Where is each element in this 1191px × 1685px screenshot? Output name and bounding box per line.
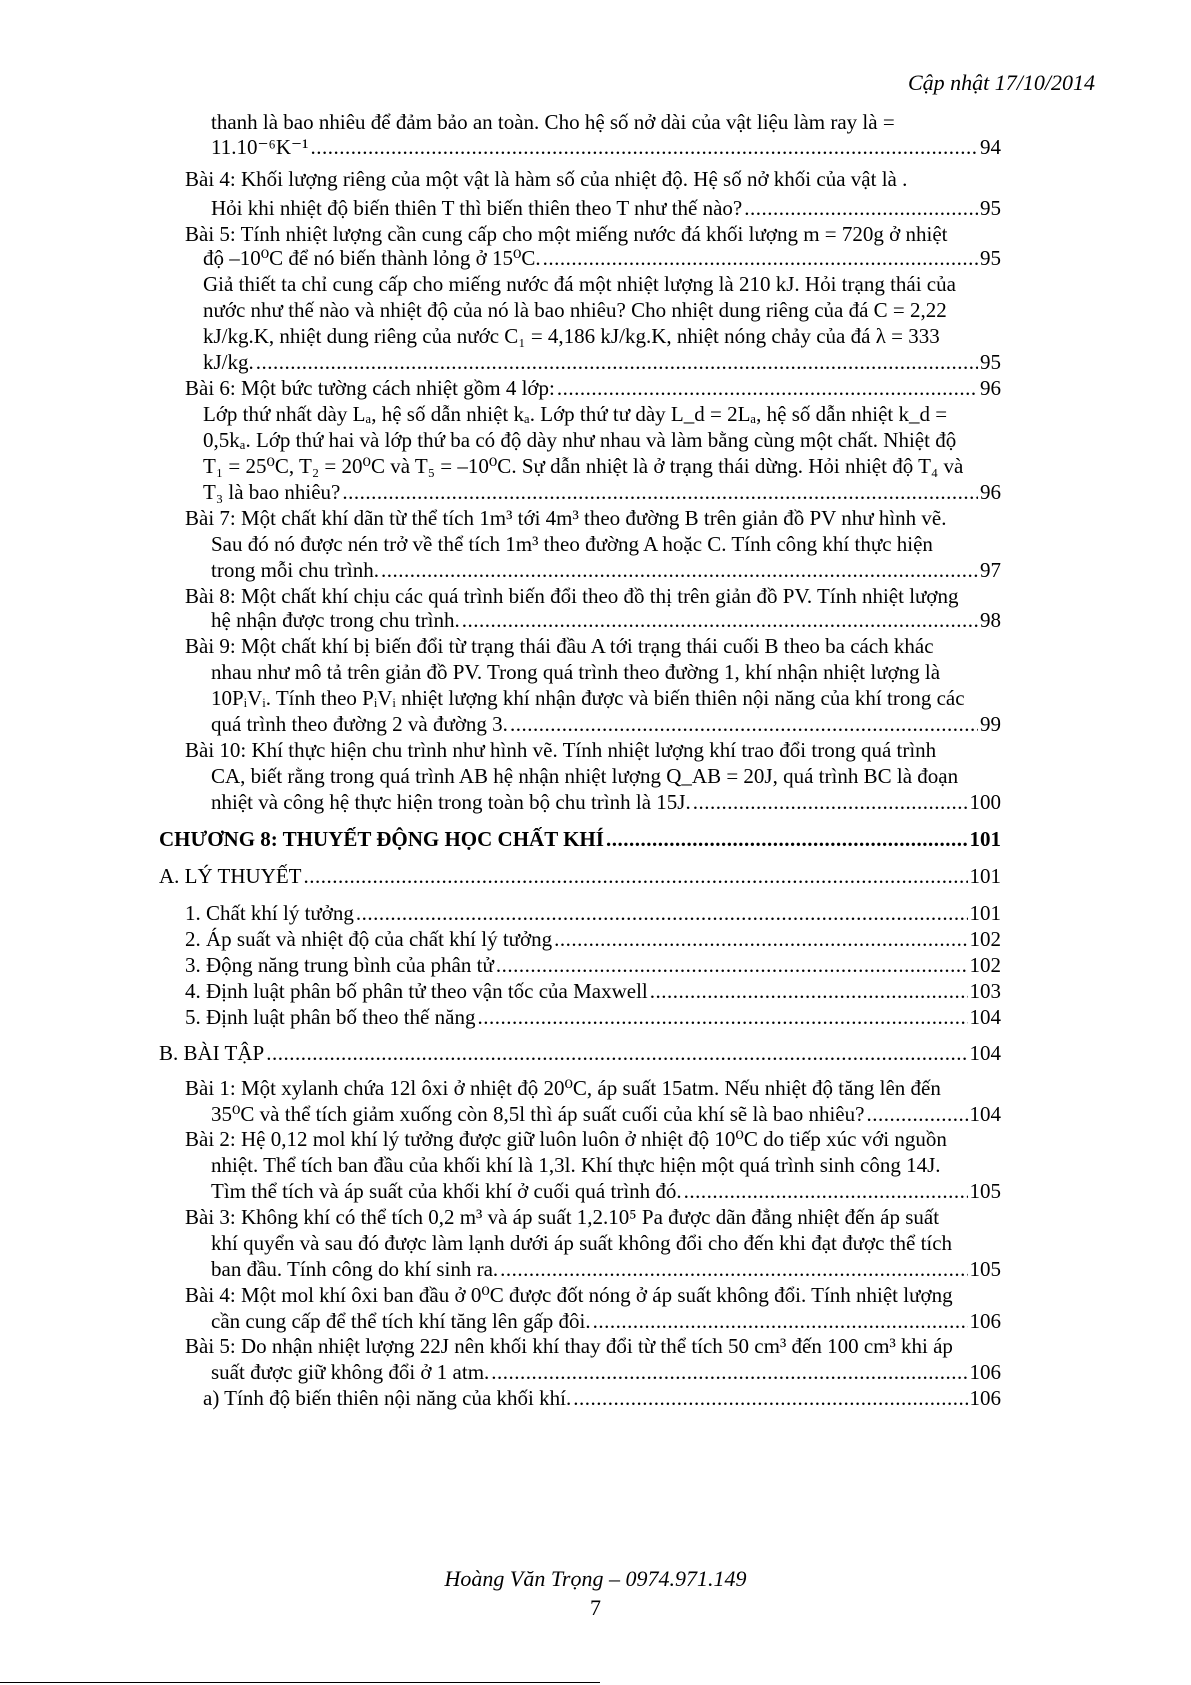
toc-entry[interactable] xyxy=(203,349,1001,376)
toc-entry-title: 2. Áp suất và nhiệt độ của chất khí lý tưởng xyxy=(185,927,553,951)
toc-text-line: Bài 5: Do nhận nhiệt lượng 22J nên khối khí thay đổi từ thể tích 50 cm³ đến 100 cm³ khi áp xyxy=(185,1334,953,1358)
toc-entry-title: a) Tính độ biến thiên nội năng của khối khí. xyxy=(203,1386,572,1410)
leader-dots xyxy=(266,1040,967,1067)
toc-entry-title: 5. Định luật phân bố theo thế năng xyxy=(185,1005,476,1029)
toc-entry-title: 3. Động năng trung bình của phân tử xyxy=(185,953,494,977)
toc-text-line: Bài 5: Tính nhiệt lượng cần cung cấp cho một miếng nước đá khối lượng m = 720g ở nhiệt xyxy=(185,222,948,246)
leader-dots xyxy=(866,1101,967,1128)
toc-entry-title: độ –10⁰C để nó biến thành lỏng ở 15⁰C. xyxy=(203,246,541,270)
toc-page-number: 95 xyxy=(980,246,1001,270)
leader-dots xyxy=(356,900,968,927)
leader-dots xyxy=(342,479,978,506)
toc-page-number: 105 xyxy=(969,1179,1001,1203)
toc-entry[interactable] xyxy=(211,1256,1001,1283)
leader-dots xyxy=(304,863,968,890)
toc-entry[interactable] xyxy=(211,711,1001,738)
toc-section-entry[interactable] xyxy=(159,863,1001,890)
toc-chapter-entry[interactable] xyxy=(159,826,1001,853)
toc-entry-title: Tìm thể tích và áp suất của khối khí ở cuối quá trình đó. xyxy=(211,1179,682,1203)
toc-page-number: 96 xyxy=(980,480,1001,504)
toc-text-line: 10PᵢVᵢ. Tính theo PᵢVᵢ nhiệt lượng khí nhận được và biến thiên nội năng của khí trong các xyxy=(211,686,965,710)
toc-entry-title: hệ nhận được trong chu trình. xyxy=(211,608,460,632)
toc-page-number: 104 xyxy=(969,1102,1001,1126)
toc-entry-title: T₃ là bao nhiêu? xyxy=(203,480,341,504)
leader-dots xyxy=(500,1256,967,1283)
toc-entry[interactable] xyxy=(211,789,1001,816)
toc-entry[interactable] xyxy=(211,1359,1001,1386)
toc-page-number: 101 xyxy=(969,864,1001,888)
toc-entry[interactable] xyxy=(185,978,1001,1005)
toc-page-number: 102 xyxy=(969,927,1001,951)
toc-page-number: 100 xyxy=(969,790,1001,814)
toc-text-line: Bài 2: Hệ 0,12 mol khí lý tưởng được giữ luôn luôn ở nhiệt độ 10⁰C do tiếp xúc với nguồn xyxy=(185,1127,947,1151)
toc-entry-title: Bài 6: Một bức tường cách nhiệt gồm 4 lớp: xyxy=(185,376,555,400)
bottom-rule xyxy=(0,1682,600,1683)
toc-entry-title: suất được giữ không đổi ở 1 atm. xyxy=(211,1360,490,1384)
toc-entry[interactable] xyxy=(211,557,1001,584)
leader-dots xyxy=(510,711,978,738)
toc-entry[interactable] xyxy=(203,245,1001,272)
toc-entry[interactable] xyxy=(211,134,1001,161)
leader-dots xyxy=(543,245,978,272)
leader-dots xyxy=(744,195,978,222)
toc-entry-title: 1. Chất khí lý tưởng xyxy=(185,901,354,925)
toc-entry[interactable] xyxy=(203,479,1001,506)
leader-dots xyxy=(693,789,968,816)
toc-section-entry[interactable] xyxy=(159,1040,1001,1067)
toc-entry-title: kJ/kg. xyxy=(203,350,254,374)
toc-entry-title: A. LÝ THUYẾT xyxy=(159,864,302,888)
toc-text-line: 0,5kₐ. Lớp thứ hai và lớp thứ ba có độ dày như nhau và làm bằng cùng một chất. Nhiệt độ xyxy=(203,428,957,452)
toc-entry[interactable] xyxy=(211,607,1001,634)
toc-page-number: 95 xyxy=(980,196,1001,220)
toc-text-line: khí quyển và sau đó được làm lạnh dưới áp suất không đổi cho đến khi đạt được thể tích xyxy=(211,1231,953,1255)
leader-dots xyxy=(310,134,978,161)
toc-entry-title: cần cung cấp để thể tích khí tăng lên gấp đôi. xyxy=(211,1309,591,1333)
toc-text-line: thanh là bao nhiêu để đảm bảo an toàn. Cho hệ số nở dài của vật liệu làm ray là = xyxy=(211,110,895,134)
toc-text-line: Bài 1: Một xylanh chứa 12l ôxi ở nhiệt độ 20⁰C, áp suất 15atm. Nếu nhiệt độ tăng lên đến xyxy=(185,1076,941,1100)
toc-text-line: Lớp thứ nhất dày Lₐ, hệ số dẫn nhiệt kₐ. Lớp thứ tư dày L_d = 2Lₐ, hệ số dẫn nhiệt k_d = xyxy=(203,402,948,426)
toc-text-line: nhiệt. Thể tích ban đầu của khối khí là 1,3l. Khí thực hiện một quá trình sinh công 14J. xyxy=(211,1153,941,1177)
toc-entry[interactable] xyxy=(185,375,1001,402)
footer-author: Hoàng Văn Trọng – 0974.971.149 xyxy=(444,1566,747,1591)
toc-page-number: 102 xyxy=(969,953,1001,977)
toc-page-number: 106 xyxy=(969,1309,1001,1333)
toc-text-line: Giả thiết ta chỉ cung cấp cho miếng nước đá một nhiệt lượng là 210 kJ. Hỏi trạng thái của xyxy=(203,272,956,296)
leader-dots xyxy=(477,1004,967,1031)
toc-entry-title: CHƯƠNG 8: THUYẾT ĐỘNG HỌC CHẤT KHÍ xyxy=(159,827,604,851)
toc-entry-title: B. BÀI TẬP xyxy=(159,1041,265,1065)
toc-page-number: 99 xyxy=(980,712,1001,736)
toc-entry-title: 35⁰C và thể tích giảm xuống còn 8,5l thì áp suất cuối của khí sẽ là bao nhiêu? xyxy=(211,1102,865,1126)
toc-text-line: T₁ = 25⁰C, T₂ = 20⁰C và T₅ = –10⁰C. Sự dẫn nhiệt là ở trạng thái dừng. Hỏi nhiệt độ T₄ và xyxy=(203,454,964,478)
toc-text-line: kJ/kg.K, nhiệt dung riêng của nước C₁ = 4,186 kJ/kg.K, nhiệt nóng chảy của đá λ = 333 xyxy=(203,324,940,348)
toc-page-number: 96 xyxy=(980,376,1001,400)
leader-dots xyxy=(684,1178,968,1205)
leader-dots xyxy=(573,1385,967,1412)
leader-dots xyxy=(491,1359,967,1386)
toc-text-line: CA, biết rằng trong quá trình AB hệ nhận nhiệt lượng Q_AB = 20J, quá trình BC là đoạn xyxy=(211,764,959,788)
toc-page-number: 101 xyxy=(969,827,1001,851)
toc-text-line: nước như thế nào và nhiệt độ của nó là bao nhiêu? Cho nhiệt dung riêng của đá C = 2,22 xyxy=(203,298,947,322)
toc-entry-title: 4. Định luật phân bố phân tử theo vận tốc của Maxwell xyxy=(185,979,648,1003)
toc-text-line: Bài 9: Một chất khí bị biến đổi từ trạng thái đầu A tới trạng thái cuối B theo ba cách khác xyxy=(185,634,934,658)
toc-page-number: 103 xyxy=(969,979,1001,1003)
toc-page-number: 94 xyxy=(980,135,1001,159)
leader-dots xyxy=(557,375,978,402)
leader-dots xyxy=(462,607,978,634)
leader-dots xyxy=(650,978,968,1005)
toc-page-number: 104 xyxy=(969,1041,1001,1065)
toc-page-number: 106 xyxy=(969,1360,1001,1384)
toc-page-number: 106 xyxy=(969,1386,1001,1410)
toc-entry-title: trong mỗi chu trình. xyxy=(211,558,379,582)
toc-page-number: 104 xyxy=(969,1005,1001,1029)
toc-text-line: Bài 4: Một mol khí ôxi ban đầu ở 0⁰C được đốt nóng ở áp suất không đổi. Tính nhiệt lượng xyxy=(185,1283,953,1307)
toc-entry-title: quá trình theo đường 2 và đường 3. xyxy=(211,712,508,736)
leader-dots xyxy=(593,1308,968,1335)
toc-entry[interactable] xyxy=(211,195,1001,222)
page-number: 7 xyxy=(590,1595,601,1620)
toc-page-number: 95 xyxy=(980,350,1001,374)
toc-entry-title: Hỏi khi nhiệt độ biến thiên T thì biến thiên theo T như thế nào? xyxy=(211,196,743,220)
toc-text-line: nhau như mô tả trên giản đồ PV. Trong quá trình theo đường 1, khí nhận nhiệt lượng là xyxy=(211,660,941,684)
toc-page-number: 101 xyxy=(969,901,1001,925)
toc-entry[interactable] xyxy=(211,1308,1001,1335)
toc-entry[interactable] xyxy=(211,1178,1001,1205)
toc-text-line: Bài 7: Một chất khí dãn từ thể tích 1m³ tới 4m³ theo đường B trên giản đồ PV như hình vẽ. xyxy=(185,506,947,530)
toc-entry[interactable] xyxy=(185,1004,1001,1031)
toc-entry-title: 11.10⁻⁶K⁻¹ xyxy=(211,135,309,159)
leader-dots xyxy=(496,952,968,979)
toc-entry[interactable] xyxy=(203,1385,1001,1412)
toc-page-number: 105 xyxy=(969,1257,1001,1281)
leader-dots xyxy=(256,349,978,376)
toc-entry[interactable] xyxy=(211,1101,1001,1128)
toc-text-line: Sau đó nó được nén trở về thể tích 1m³ theo đường A hoặc C. Tính công khí thực hiện xyxy=(211,532,933,556)
leader-dots xyxy=(606,826,968,853)
toc-text-line: Bài 3: Không khí có thể tích 0,2 m³ và áp suất 1,2.10⁵ Pa được dãn đẳng nhiệt đến áp suất xyxy=(185,1205,940,1229)
toc-entry[interactable] xyxy=(185,900,1001,927)
toc-entry[interactable] xyxy=(185,926,1001,953)
toc-page-number: 98 xyxy=(980,608,1001,632)
toc-text-line: Bài 4: Khối lượng riêng của một vật là hàm số của nhiệt độ. Hệ số nở khối của vật là . xyxy=(185,167,908,191)
toc-entry[interactable] xyxy=(185,952,1001,979)
toc-entry-title: nhiệt và công hệ thực hiện trong toàn bộ chu trình là 15J. xyxy=(211,790,691,814)
leader-dots xyxy=(381,557,978,584)
toc-text-line: Bài 8: Một chất khí chịu các quá trình biến đổi theo đồ thị trên giản đồ PV. Tính nhiệt lượng xyxy=(185,584,959,608)
leader-dots xyxy=(554,926,967,953)
toc-text-line: Bài 10: Khí thực hiện chu trình như hình vẽ. Tính nhiệt lượng khí trao đổi trong quá trình xyxy=(185,738,937,762)
page-header: Cập nhật 17/10/2014 xyxy=(907,70,1095,95)
toc-entry-title: ban đầu. Tính công do khí sinh ra. xyxy=(211,1257,499,1281)
toc-page-number: 97 xyxy=(980,558,1001,582)
